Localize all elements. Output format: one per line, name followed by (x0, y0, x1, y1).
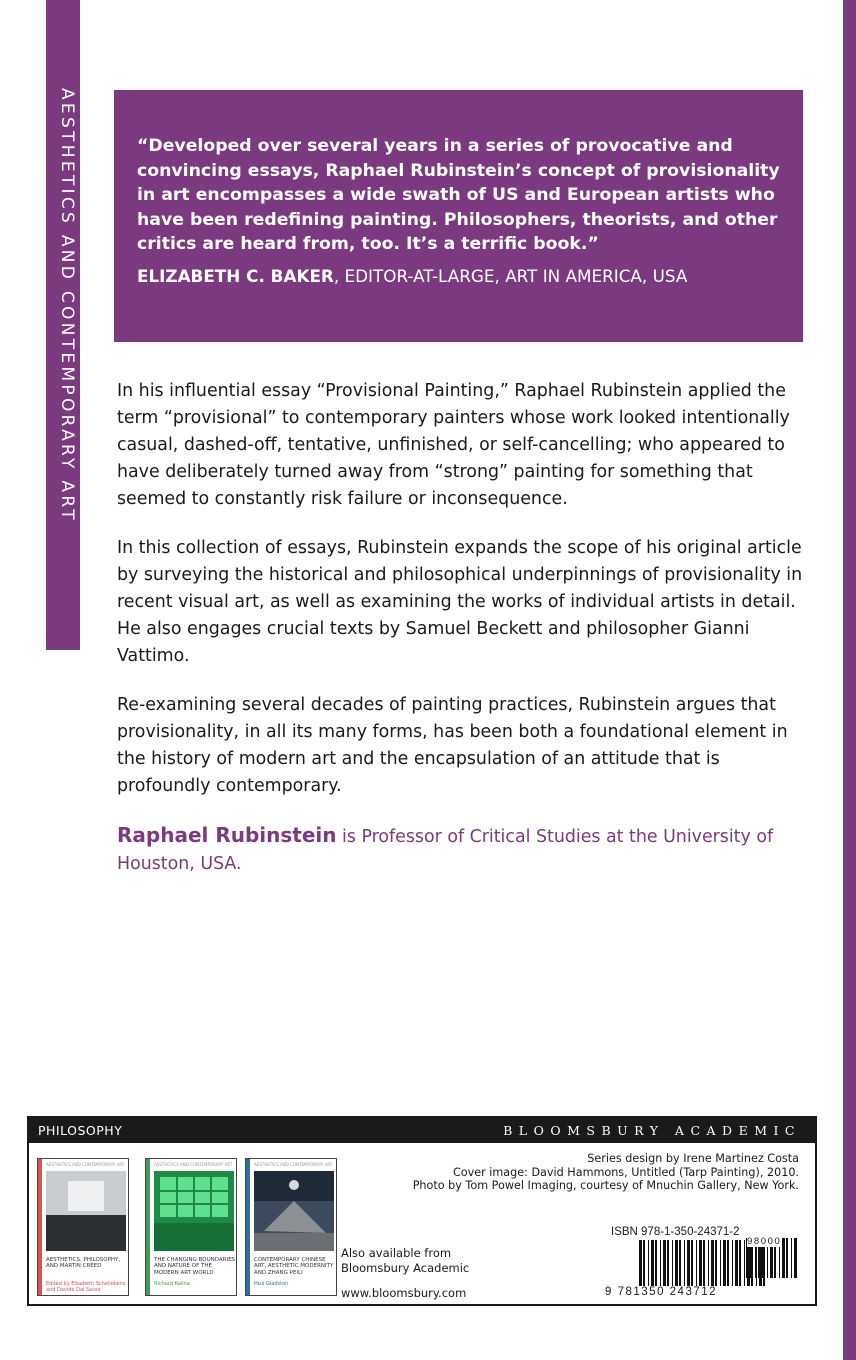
endorser-name: ELIZABETH C. BAKER (137, 265, 334, 286)
also-available-note (341, 1246, 469, 1276)
barcode-bar (643, 1240, 645, 1286)
book-series: AESTHETICS AND CONTEMPORARY ART (154, 1162, 233, 1167)
barcode-bar (679, 1240, 681, 1286)
endorser-role: , EDITOR-AT-LARGE, ART IN AMERICA, USA (333, 265, 688, 286)
footer-bar (29, 1118, 815, 1143)
barcode-bar (723, 1240, 726, 1286)
blurb-paragraph-1: In his influential essay “Provisional Painting,” Raphael Rubinstein applied the term “provisional” to contemporary painters whose work looked intentionally casual, dashed-off, tentative, unfinished, or self-cancelling; who appeared to have deliberately turned away from “strong” painting for something that seemed to constantly risk failure or inconsequence. (117, 381, 790, 509)
barcode-bar (782, 1238, 785, 1278)
book-title: CONTEMPORARY CHINESE ART, AESTHETIC MODERNITY AND ZHANG PEILI (254, 1257, 334, 1276)
barcode-bar (639, 1240, 642, 1286)
book-series: AESTHETICS AND CONTEMPORARY ART (254, 1162, 333, 1167)
barcode-bar (739, 1240, 741, 1286)
barcode-bar (691, 1240, 693, 1286)
publisher-name: BLOOMSBURY ACADEMIC (503, 1123, 801, 1138)
right-edge-band (843, 0, 856, 1360)
book-cover-image (254, 1171, 334, 1251)
barcode-bar (791, 1238, 792, 1278)
blurb-paragraph-2: In this collection of essays, Rubinstein expands the scope of his original article by surveying the historical and philosophical underpinnings of provisionality in recent visual art, as well as examining the works of individual artists in detail. He also engages crucial texts by Samuel Beckett and philosopher Gianni Vattimo. (117, 538, 803, 666)
cover-credits (413, 1152, 799, 1193)
green-grid-image (154, 1171, 234, 1251)
barcode-bar (655, 1240, 657, 1286)
barcode-bar (687, 1240, 690, 1286)
publisher-website[interactable]: www.bloomsbury.com (341, 1286, 467, 1300)
book-stripe (246, 1159, 250, 1295)
isbn-label: ISBN 978-1-350-24371-2 (611, 1226, 740, 1238)
credit-line-3: Photo by Tom Powel Imaging, courtesy of Mnuchin Gallery, New York. (412, 1179, 799, 1192)
book-stripe (146, 1159, 150, 1295)
barcode-bar (672, 1240, 673, 1286)
barcode-bar (696, 1240, 697, 1286)
barcode-bar (675, 1240, 678, 1286)
book-stripe (38, 1159, 42, 1295)
barcode-bar (663, 1240, 666, 1286)
barcode-bar (660, 1240, 661, 1286)
author-name: Raphael Rubinstein (117, 823, 337, 847)
barcode-bar (667, 1240, 669, 1286)
series-title-vertical (46, 88, 80, 638)
blurb-body (117, 378, 807, 900)
barcode-bar (786, 1238, 788, 1278)
credit-line-1: Series design by Irene Martinez Costa (587, 1152, 799, 1165)
endorsement-quote: “Developed over several years in a series of provocative and convincing essays, Raphael Rubinstein’s concept of provisionality in art encompasses a wide swath of US and European artists who have been redefining painting. Philosophers, theorists, and other critics are heard from, too. It’s a terrific book.” (137, 136, 780, 254)
barcode-bar (732, 1240, 733, 1286)
book-authors: Edited by Elisabeth Schellekens and Davide Dal Sasso (46, 1281, 126, 1293)
book-title: THE CHANGING BOUNDARIES AND NATURE OF THE MODERN ART WORLD (154, 1257, 236, 1276)
barcode-bar (715, 1240, 717, 1286)
barcode-bar (727, 1240, 729, 1286)
author-bio (117, 822, 807, 878)
barcode-bar (708, 1240, 709, 1286)
related-book-cover-2 (145, 1158, 237, 1296)
related-book-cover-3 (245, 1158, 337, 1296)
barcode-number: 9 781350 243712 (605, 1286, 718, 1298)
barcode-bar (648, 1240, 649, 1286)
book-authors: Richard Kalina (154, 1281, 190, 1287)
barcode-bar (699, 1240, 702, 1286)
author-bio-text: is Professor of Critical Studies at the University of Houston, USA. (117, 827, 774, 874)
blurb-paragraph-3: Re-examining several decades of painting practices, Rubinstein argues that provisionality, in all its many forms, has been both a foundational element in the history of modern art and the encapsulation of an attitude that is profoundly contemporary. (117, 695, 788, 796)
book-title: AESTHETICS, PHILOSOPHY, AND MARTIN CREED (46, 1257, 121, 1270)
book-series: AESTHETICS AND CONTEMPORARY ART (46, 1162, 125, 1167)
endorsement-attribution (137, 265, 781, 287)
barcode-bar (684, 1240, 685, 1286)
barcode-bar (735, 1240, 738, 1286)
endorsement-quote-box (114, 90, 803, 342)
barcode-bar (711, 1240, 714, 1286)
series-title-text: AESTHETICS AND CONTEMPORARY ART (57, 88, 77, 523)
book-cover-image (154, 1171, 234, 1251)
also-available-line-2: Bloomsbury Academic (341, 1261, 470, 1275)
credit-line-2: Cover image: David Hammons, Untitled (Tarp Painting), 2010. (452, 1165, 799, 1179)
barcode-bar (794, 1238, 797, 1278)
book-cover-image (46, 1171, 126, 1251)
installation-image (254, 1171, 334, 1251)
barcode-bar (651, 1240, 654, 1286)
also-available-line-1: Also available from (341, 1246, 452, 1260)
gallery-room-image (46, 1171, 126, 1251)
barcode-bar (703, 1240, 705, 1286)
back-cover-footer (27, 1116, 817, 1306)
price-code: 98000 (747, 1236, 782, 1247)
related-book-cover-1 (37, 1158, 129, 1296)
book-authors: Paul Gladston (254, 1281, 289, 1287)
barcode-bar (720, 1240, 721, 1286)
subject-category: PHILOSOPHY (38, 1123, 123, 1138)
